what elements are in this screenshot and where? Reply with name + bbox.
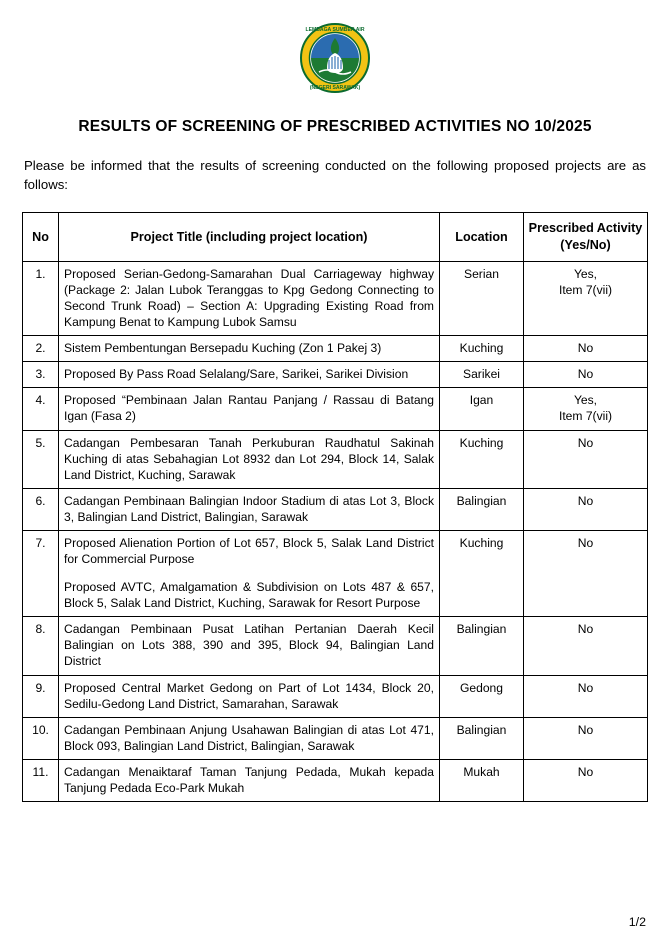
project-title-paragraph: Cadangan Pembinaan Anjung Usahawan Balingian di atas Lot 471, Block 093, Balingian Land District, Balingian, Sarawak <box>64 722 434 753</box>
svg-text:LEMBAGA SUMBER AIR: LEMBAGA SUMBER AIR <box>305 27 365 34</box>
row-project-title <box>59 261 440 335</box>
column-header-project-title: Project Title (including project location) <box>59 213 440 261</box>
row-location: Mukah <box>440 759 524 801</box>
project-title-paragraph: Proposed Alienation Portion of Lot 657, Block 5, Salak Land District for Commercial Purpose <box>64 535 434 567</box>
table-row <box>23 261 648 335</box>
prescribed-activity-answer: No <box>577 680 594 695</box>
row-number: 1. <box>23 261 59 335</box>
row-project-title <box>59 617 440 675</box>
row-project-title <box>59 336 440 362</box>
prescribed-activity-answer: No <box>577 535 594 550</box>
row-location: Balingian <box>440 717 524 759</box>
row-prescribed-activity <box>524 362 648 388</box>
prescribed-activity-answer: No <box>577 722 594 737</box>
column-header-prescribed-activity <box>524 213 648 261</box>
row-location: Kuching <box>440 430 524 488</box>
row-prescribed-activity <box>524 530 648 616</box>
project-title-paragraph: Cadangan Pembesaran Tanah Perkuburan Raudhatul Sakinah Kuching di atas Sebahagian Lot 8932 dan Lot 294, Block 14, Salak Land District, Kuching, Sarawak <box>64 435 434 482</box>
row-project-title <box>59 717 440 759</box>
prescribed-activity-answer: No <box>577 622 594 637</box>
page-title: RESULTS OF SCREENING OF PRESCRIBED ACTIVITIES NO 10/2025 <box>78 118 592 135</box>
intro-paragraph: Please be informed that the results of screening conducted on the following proposed projects are as follows: <box>24 158 646 192</box>
prescribed-activity-answer: Yes, <box>573 266 598 281</box>
prescribed-activity-answer: No <box>577 764 594 779</box>
table-body <box>23 261 648 801</box>
row-number: 3. <box>23 362 59 388</box>
row-project-title <box>59 430 440 488</box>
row-number: 10. <box>23 717 59 759</box>
row-prescribed-activity <box>524 261 648 335</box>
row-prescribed-activity <box>524 717 648 759</box>
project-title-paragraph: Cadangan Pembinaan Pusat Latihan Pertanian Daerah Kecil Balingian on Lots 388, 390 and 395, Block 94, Balingian Land District <box>64 622 434 669</box>
table-header-row <box>23 213 648 261</box>
row-prescribed-activity <box>524 336 648 362</box>
column-header-prescribed-activity-line2: (Yes/No) <box>560 238 611 253</box>
column-header-no: No <box>23 213 59 261</box>
column-header-location: Location <box>440 213 524 261</box>
row-prescribed-activity <box>524 759 648 801</box>
row-number: 11. <box>23 759 59 801</box>
table-row <box>23 617 648 675</box>
row-location: Kuching <box>440 530 524 616</box>
prescribed-activity-answer: No <box>577 341 594 356</box>
table-row <box>23 430 648 488</box>
project-title-paragraph: Proposed AVTC, Amalgamation & Subdivision on Lots 487 & 657, Block 5, Salak Land District, Kuching, Sarawak for Resort Purpose <box>64 580 434 611</box>
svg-text:(NEGERI SARAWAK): (NEGERI SARAWAK) <box>309 85 361 91</box>
prescribed-activity-answer: No <box>577 493 594 508</box>
table-head <box>23 213 648 261</box>
screening-results-table <box>22 212 648 802</box>
table-row <box>23 717 648 759</box>
prescribed-activity-answer: No <box>577 435 594 450</box>
lembaga-sumber-air-sarawak-logo <box>299 22 371 94</box>
project-title-paragraph: Cadangan Menaiktaraf Taman Tanjung Pedada, Mukah kepada Tanjung Pedada Eco-Park Mukah <box>64 764 434 795</box>
row-location: Balingian <box>440 617 524 675</box>
prescribed-activity-item: Item 7(vii) <box>558 283 613 298</box>
table-row <box>23 530 648 616</box>
prescribed-activity-item: Item 7(vii) <box>558 409 613 424</box>
row-location: Serian <box>440 261 524 335</box>
page-number: 1/2 <box>628 915 646 929</box>
row-number: 8. <box>23 617 59 675</box>
project-title-paragraph: Proposed By Pass Road Selalang/Sare, Sarikei, Sarikei Division <box>64 367 409 382</box>
row-location: Igan <box>440 388 524 430</box>
project-title-paragraph: Proposed “Pembinaan Jalan Rantau Panjang / Rassau di Batang Igan (Fasa 2) <box>64 393 434 424</box>
table-row <box>23 488 648 530</box>
column-header-prescribed-activity-line1: Prescribed Activity <box>528 221 643 236</box>
table-row <box>23 759 648 801</box>
row-number: 9. <box>23 675 59 717</box>
row-number: 4. <box>23 388 59 430</box>
row-project-title <box>59 362 440 388</box>
table-row <box>23 675 648 717</box>
prescribed-activity-answer: Yes, <box>573 393 598 408</box>
row-prescribed-activity <box>524 617 648 675</box>
table-row <box>23 388 648 430</box>
row-prescribed-activity <box>524 488 648 530</box>
row-project-title <box>59 530 440 616</box>
logo-container <box>22 22 648 104</box>
project-title-paragraph: Cadangan Pembinaan Balingian Indoor Stadium di atas Lot 3, Block 3, Balingian Land District, Balingian, Sarawak <box>64 493 434 524</box>
row-location: Kuching <box>440 336 524 362</box>
row-project-title <box>59 675 440 717</box>
logo-svg <box>299 22 371 94</box>
project-title-paragraph: Proposed Serian-Gedong-Samarahan Dual Carriageway highway (Package 2: Jalan Lubok Teranggas to Kpg Gedong Connecting to Second Trunk Road) – Section A: Upgrading Existing Road from Kampung Benat to Kampung Lubok Samsu <box>64 266 434 330</box>
row-prescribed-activity <box>524 675 648 717</box>
row-project-title <box>59 759 440 801</box>
row-location: Balingian <box>440 488 524 530</box>
row-project-title <box>59 488 440 530</box>
prescribed-activity-answer: No <box>577 367 594 382</box>
row-project-title <box>59 388 440 430</box>
row-prescribed-activity <box>524 388 648 430</box>
table-row <box>23 362 648 388</box>
row-number: 2. <box>23 336 59 362</box>
project-title-paragraph: Sistem Pembentungan Bersepadu Kuching (Zon 1 Pakej 3) <box>64 341 382 356</box>
row-location: Sarikei <box>440 362 524 388</box>
row-number: 7. <box>23 530 59 616</box>
table-row <box>23 336 648 362</box>
row-number: 6. <box>23 488 59 530</box>
row-location: Gedong <box>440 675 524 717</box>
row-number: 5. <box>23 430 59 488</box>
project-title-paragraph: Proposed Central Market Gedong on Part of Lot 1434, Block 20, Sedilu-Gedong Land District, Samarahan, Sarawak <box>64 680 434 711</box>
row-prescribed-activity <box>524 430 648 488</box>
